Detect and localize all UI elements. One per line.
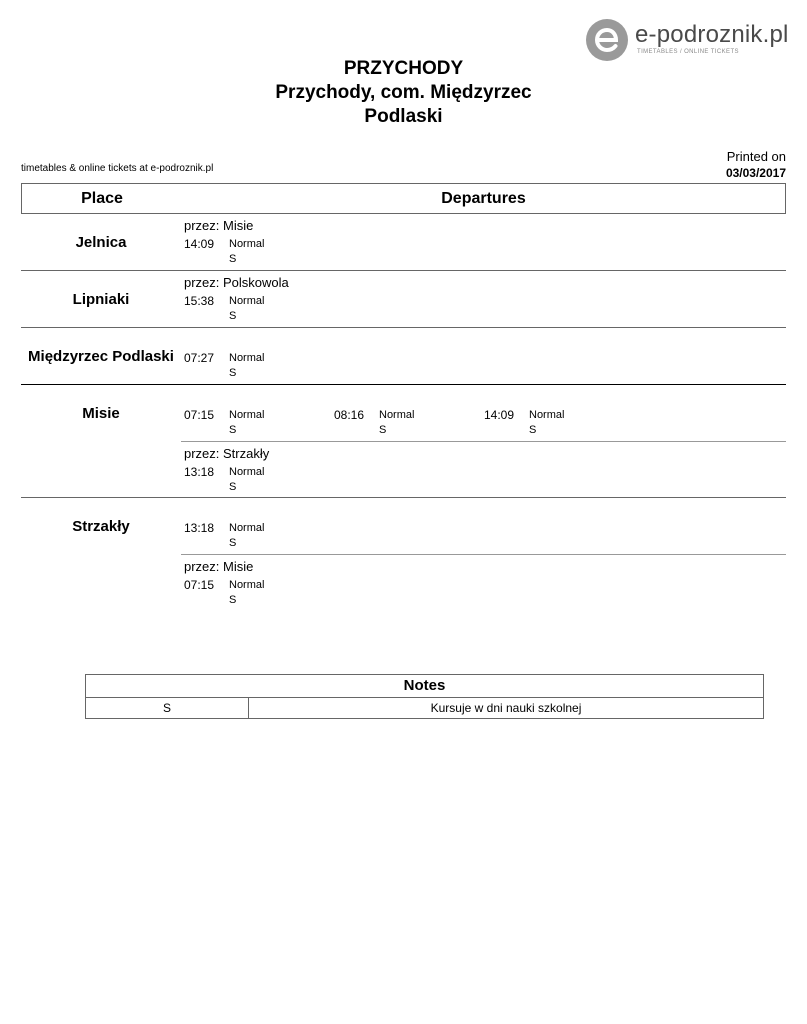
departure-symbol: S xyxy=(379,424,387,436)
place-row xyxy=(21,385,786,498)
place-row xyxy=(21,498,786,610)
departure-type: Normal xyxy=(229,352,265,364)
note-code: S xyxy=(86,698,249,718)
departure-symbol: S xyxy=(229,537,237,549)
printed-label: Printed on xyxy=(726,149,786,164)
notes-table xyxy=(85,674,764,719)
notes-row xyxy=(86,698,763,718)
place-name: Misie xyxy=(82,405,120,422)
place-row xyxy=(21,214,786,271)
departure-entry xyxy=(334,408,474,438)
departure-entry xyxy=(184,465,324,495)
departure-type: Normal xyxy=(229,409,265,421)
departure-symbol: S xyxy=(229,594,237,606)
departure-time: 14:09 xyxy=(484,408,515,422)
col-header-place: Place xyxy=(81,190,123,207)
place-name: Jelnica xyxy=(75,234,127,251)
via-label: przez: Misie xyxy=(184,218,254,233)
departure-block xyxy=(181,554,786,610)
departure-block xyxy=(181,385,786,441)
departure-type: Normal xyxy=(229,238,265,250)
departure-block xyxy=(181,328,786,384)
departure-entry xyxy=(184,521,324,551)
departure-symbol: S xyxy=(229,481,237,493)
printed-info xyxy=(726,148,786,182)
departure-symbol: S xyxy=(229,367,237,379)
page-title xyxy=(0,57,807,129)
timetable-header xyxy=(21,183,786,214)
departure-symbol: S xyxy=(529,424,537,436)
departure-type: Normal xyxy=(229,295,265,307)
departure-block xyxy=(181,441,786,497)
e-logo-icon xyxy=(585,18,629,62)
logo-tagline: TIMETABLES / ONLINE TICKETS xyxy=(637,49,739,55)
via-label: przez: Polskowola xyxy=(184,275,289,290)
departure-entry xyxy=(184,351,324,381)
place-departures xyxy=(181,385,786,497)
departure-time: 15:38 xyxy=(184,294,215,308)
timetable xyxy=(21,183,786,610)
departure-type: Normal xyxy=(529,409,565,421)
title-line-2: Przychody, com. Międzyrzec xyxy=(275,82,532,103)
notes-title: Notes xyxy=(86,675,763,698)
departure-type: Normal xyxy=(229,579,265,591)
departure-entry xyxy=(184,578,324,608)
departure-entry xyxy=(184,408,324,438)
note-description: Kursuje w dni nauki szkolnej xyxy=(430,701,582,715)
place-row xyxy=(21,328,786,385)
place-departures xyxy=(181,214,786,270)
place-departures xyxy=(181,271,786,327)
departure-block xyxy=(181,271,786,327)
departure-symbol: S xyxy=(229,310,237,322)
departure-block xyxy=(181,214,786,270)
departure-entry xyxy=(184,237,324,267)
logo-text: e-podroznik.pl xyxy=(635,21,789,48)
departure-type: Normal xyxy=(229,522,265,534)
via-label: przez: Strzakły xyxy=(184,446,270,461)
departure-time: 07:27 xyxy=(184,351,215,365)
title-line-1: PRZYCHODY xyxy=(343,58,464,79)
departure-block xyxy=(181,498,786,554)
departure-time: 08:16 xyxy=(334,408,365,422)
place-name: Lipniaki xyxy=(72,291,130,308)
via-label: przez: Misie xyxy=(184,559,254,574)
departure-time: 13:18 xyxy=(184,521,215,535)
departure-time: 13:18 xyxy=(184,465,215,479)
departure-type: Normal xyxy=(379,409,415,421)
title-line-3: Podlaski xyxy=(364,106,443,127)
departure-entry xyxy=(184,294,324,324)
departure-entry xyxy=(484,408,624,438)
departure-time: 14:09 xyxy=(184,237,215,251)
departure-time: 07:15 xyxy=(184,578,215,592)
departure-time: 07:15 xyxy=(184,408,215,422)
timetable-body xyxy=(21,214,786,610)
place-name: Międzyrzec Podlaski xyxy=(28,348,174,365)
departure-symbol: S xyxy=(229,253,237,265)
printed-date: 03/03/2017 xyxy=(725,166,786,180)
site-note: timetables & online tickets at e-podroznik.pl xyxy=(21,163,214,174)
place-departures xyxy=(181,498,786,610)
place-name: Strzakły xyxy=(72,518,130,535)
col-header-departures: Departures xyxy=(441,190,526,207)
departure-symbol: S xyxy=(229,424,237,436)
place-row xyxy=(21,271,786,328)
departure-type: Normal xyxy=(229,466,265,478)
place-departures xyxy=(181,328,786,384)
